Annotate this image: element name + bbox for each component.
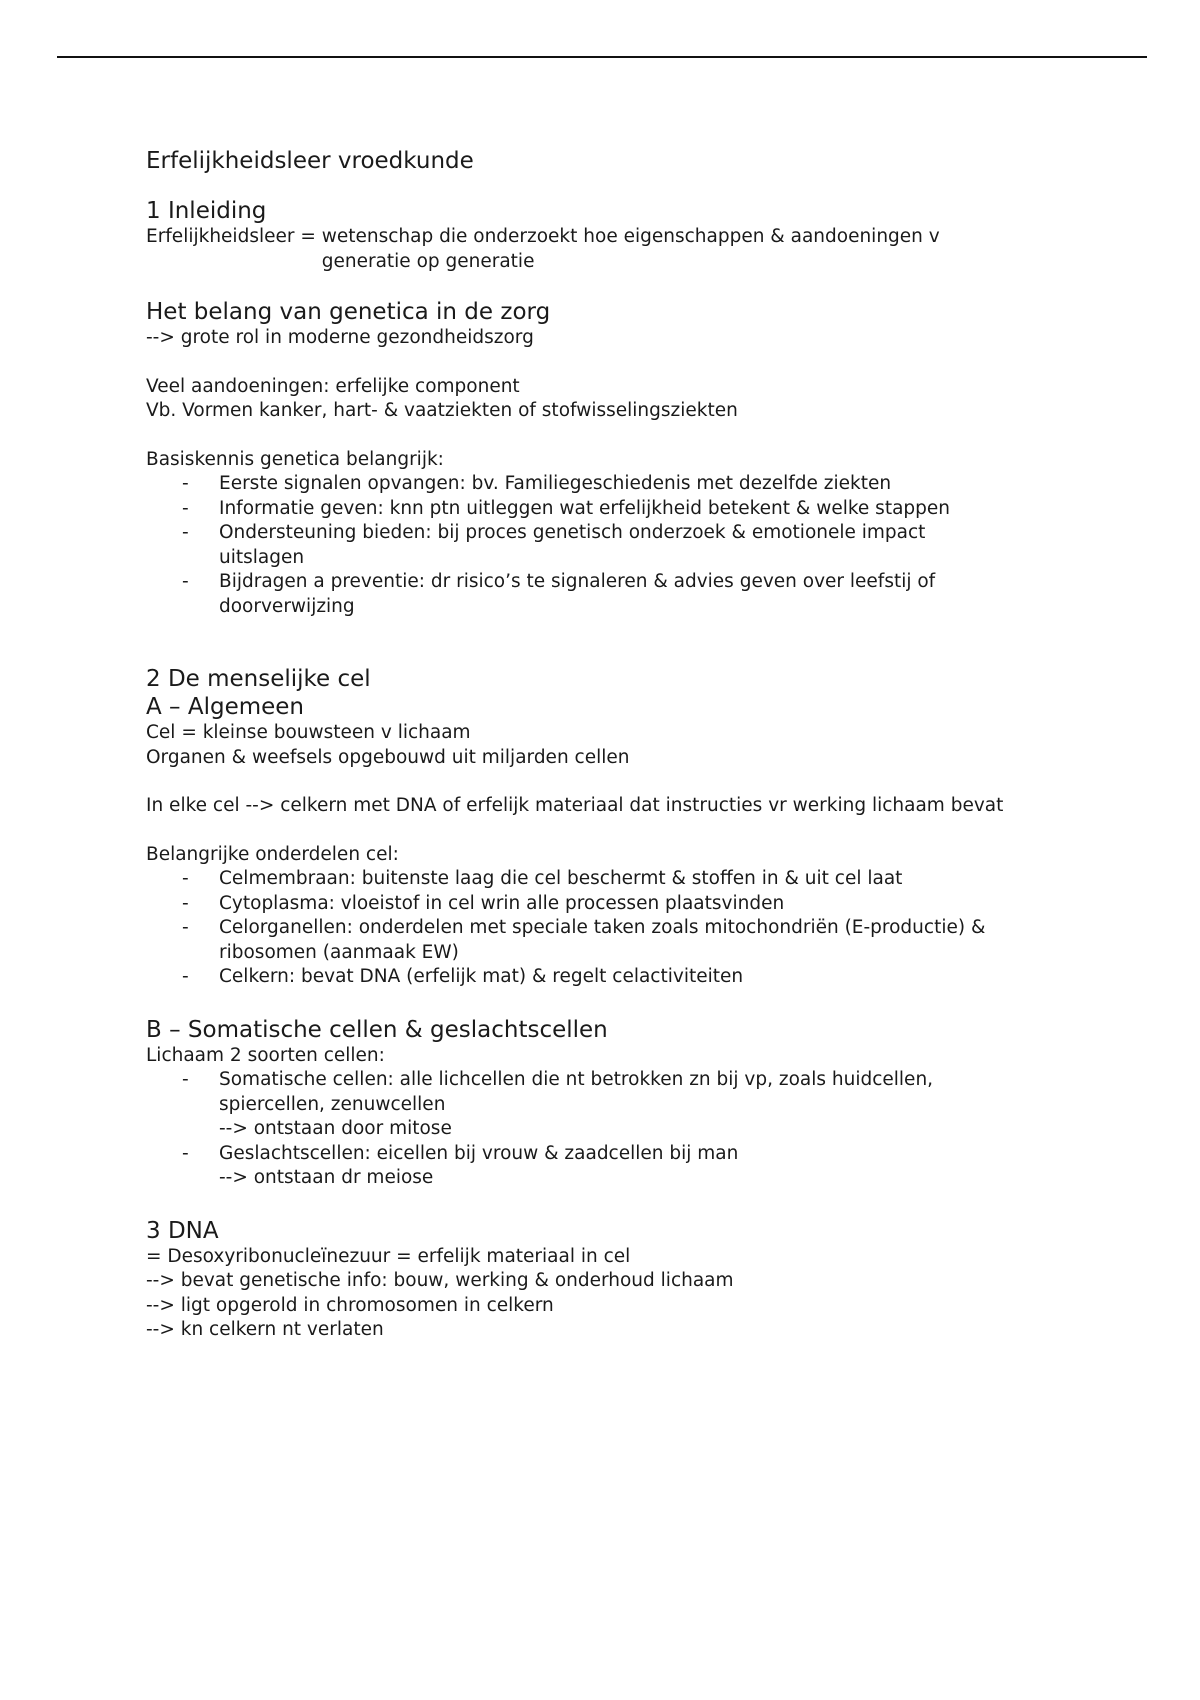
paragraph-line: --> kn celkern nt verlaten (146, 1319, 384, 1340)
list-item: - Cytoplasma: vloeistof in cel wrin alle processen plaatsvinden (146, 892, 1066, 917)
page-top-rule (57, 56, 1147, 58)
list-item: - Celorganellen: onderdelen met speciale taken zoals mitochondriën (E-productie) & ribosomen (aanmaak EW) (146, 916, 1049, 965)
list-item: - Celkern: bevat DNA (erfelijk mat) & regelt celactiviteiten (146, 965, 1066, 990)
section-heading-dna: 3 DNA (146, 1217, 219, 1244)
list-item: - Informatie geven: knn ptn uitleggen wat erfelijkheid betekent & welke stappen (146, 497, 1066, 522)
list-item: - Ondersteuning bieden: bij proces genetisch onderzoek & emotionele impact uitslagen (146, 521, 999, 570)
list-intro: Basiskennis genetica belangrijk: (146, 448, 444, 470)
list-intro: Lichaam 2 soorten cellen: (146, 1044, 385, 1066)
bullet-list-onderdelen-cel (146, 867, 1066, 990)
paragraph-line: --> ligt opgerold in chromosomen in celkern (146, 1294, 554, 1316)
list-item (146, 1142, 1066, 1191)
paragraph-line: --> grote rol in moderne gezondheidszorg (146, 327, 534, 348)
definition-term: Erfelijkheidsleer = (146, 226, 322, 247)
definition-elke-cel (146, 794, 1106, 819)
section-heading-belang-genetica: Het belang van genetica in de zorg (146, 299, 551, 325)
list-item-subline: --> ontstaan door mitose (219, 1118, 452, 1139)
definition-text: celkern met DNA of erfelijk materiaal dat instructies vr werking lichaam bevat (280, 795, 1004, 816)
list-item-subline: --> ontstaan dr meiose (219, 1167, 434, 1188)
section-heading-menselijke-cel: 2 De menselijke cel (146, 666, 371, 692)
document-title: Erfelijkheidsleer vroedkunde (146, 148, 474, 174)
subsection-heading-algemeen: A – Algemeen (146, 694, 305, 720)
bullet-list-basiskennis (146, 472, 1066, 619)
list-item-text: Somatische cellen: alle lichcellen die nt betrokken zn bij vp, zoals huidcellen, spiercellen, zenuwcellen (219, 1069, 934, 1115)
definition-text: wetenschap die onderzoekt hoe eigenschappen & aandoeningen v generatie op generatie (321, 226, 940, 272)
list-item: - Eerste signalen opvangen: bv. Familiegeschiedenis met dezelfde ziekten (146, 472, 1066, 497)
bullet-list-soorten-cellen (146, 1068, 1066, 1191)
paragraph-line: = Desoxyribonucleïnezuur = erfelijk materiaal in cel (146, 1245, 631, 1267)
paragraph-line: --> bevat genetische info: bouw, werking & onderhoud lichaam (146, 1270, 734, 1291)
section-heading-inleiding: 1 Inleiding (146, 198, 267, 224)
list-item: - Celmembraan: buitenste laag die cel beschermt & stoffen in & uit cel laat (146, 867, 1066, 892)
list-intro: Belangrijke onderdelen cel: (146, 843, 399, 865)
list-item: - Bijdragen a preventie: dr risico’s te signaleren & advies geven over leefstij of doorverwijzing (146, 570, 999, 619)
paragraph-line: Veel aandoeningen: erfelijke component (146, 375, 520, 397)
document-body (146, 146, 1106, 1343)
paragraph-line: Vb. Vormen kanker, hart- & vaatziekten of stofwisselingsziekten (146, 400, 738, 421)
definition-erfelijkheidsleer (146, 225, 1106, 274)
definition-term: In elke cel --> (146, 795, 281, 816)
list-item-text: Geslachtscellen: eicellen bij vrouw & zaadcellen bij man (219, 1142, 739, 1164)
list-item (146, 1068, 1019, 1142)
subsection-heading-somatische-cellen: B – Somatische cellen & geslachtscellen (146, 1016, 608, 1043)
paragraph-line: Organen & weefsels opgebouwd uit miljarden cellen (146, 746, 630, 768)
paragraph-line: Cel = kleinse bouwsteen v lichaam (146, 722, 471, 743)
